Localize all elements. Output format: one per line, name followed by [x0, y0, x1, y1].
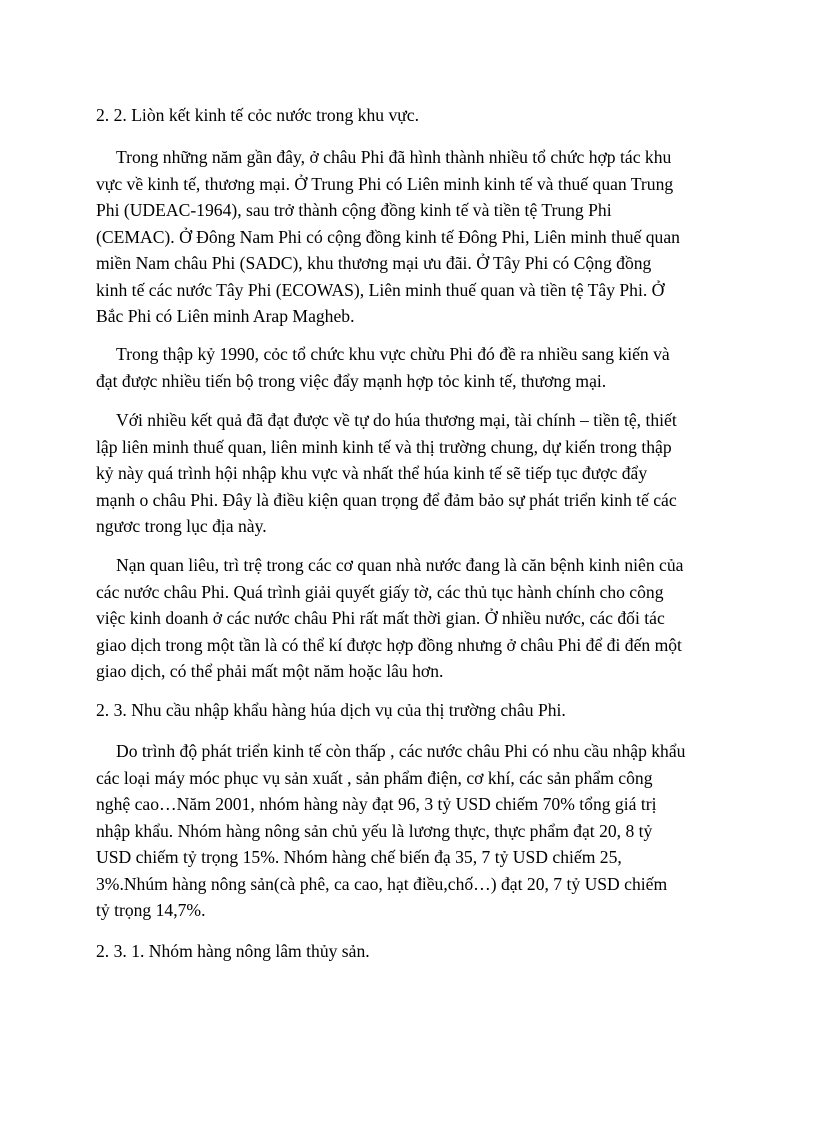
paragraph-economic-organizations [96, 144, 726, 330]
text-line: ngươc trong lục địa này. [96, 516, 267, 536]
text-line: giao dịch trong một tần là có thể kí được hợp đồng nhưng ở châu Phi để đi đến một [96, 634, 682, 655]
text-line: 2. 3. 1. Nhóm hàng nông lâm thủy sản. [96, 941, 370, 961]
text-line: việc kinh doanh ở các nước châu Phi rất mất thời gian. Ở nhiều nước, các đối tác [96, 608, 665, 628]
text-line: các loại máy móc phục vụ sản xuất , sản phẩm điện, cơ khí, các sản phẩm công [96, 767, 653, 788]
text-line: đạt được nhiều tiến bộ trong việc đẩy mạnh hợp tỏc kinh tế, thương mại. [96, 370, 607, 391]
text-line: lập liên minh thuế quan, liên minh kinh tế và thị trường chung, dự kiến trong thập [96, 436, 672, 457]
text-line: các nước châu Phi. Quá trình giải quyết giấy tờ, các thủ tục hành chính cho công [96, 581, 664, 602]
section-heading-2-3-1 [96, 938, 726, 965]
text-line: Với nhiều kết quả đã đạt được về tự do húa thương mại, tài chính – tiền tệ, thiết [116, 410, 677, 430]
text-line: 2. 2. Liòn kết kinh tế cỏc nước trong khu vực. [96, 105, 420, 125]
text-line: nhập khẩu. Nhóm hàng nông sản chủ yếu là lương thực, thực phẩm đạt 20, 8 tỷ [96, 820, 653, 841]
text-line: 3%.Nhúm hàng nông sản(cà phê, ca cao, hạt điều,chố…) đạt 20, 7 tỷ USD chiếm [96, 873, 668, 894]
text-line: Trong những năm gần đây, ở châu Phi đã hình thành nhiều tổ chức hợp tác khu [116, 147, 672, 167]
text-line: nghệ cao…Năm 2001, nhóm hàng này đạt 96, 3 tỷ USD chiếm 70% tổng giá trị [96, 794, 657, 814]
text-line: 2. 3. Nhu cầu nhập khẩu hàng húa dịch vụ của thị trường châu Phi. [96, 700, 566, 720]
text-line: tỷ trọng 14,7%. [96, 900, 206, 920]
text-line: giao dịch, có thể phải mất một năm hoặc lâu hơn. [96, 661, 444, 681]
section-heading-2-3 [96, 697, 726, 724]
text-line: kinh tế các nước Tây Phi (ECOWAS), Liên minh thuế quan và tiền tệ Tây Phi. Ở [96, 279, 665, 300]
text-line: Phi (UDEAC-1964), sau trở thành cộng đồng kinh tế và tiền tệ Trung Phi [96, 200, 612, 220]
paragraph-import-demand [96, 738, 726, 924]
text-line: miền Nam châu Phi (SADC), khu thương mại ưu đãi. Ở Tây Phi có Cộng đồng [96, 253, 652, 273]
text-line: kỷ này quá trình hội nhập khu vực và nhất thể húa kinh tế sẽ tiếp tục được đẩy [96, 463, 648, 483]
text-line: Trong thập kỷ 1990, cỏc tổ chức khu vực chừu Phi đó đề ra nhiều sang kiến và [116, 344, 670, 364]
text-line: Bắc Phi có Liên minh Arap Magheb. [96, 306, 355, 326]
text-line: Do trình độ phát triển kinh tế còn thấp , các nước châu Phi có nhu cầu nhập khẩu [116, 741, 686, 761]
paragraph-integration-results [96, 407, 726, 540]
text-line: vực về kinh tế, thương mại. Ở Trung Phi có Liên minh kinh tế và thuế quan Trung [96, 173, 674, 194]
text-line: USD chiếm tỷ trọng 15%. Nhóm hàng chế biến đạ 35, 7 tỷ USD chiếm 25, [96, 847, 622, 867]
text-line: mạnh o châu Phi. Đây là điều kiện quan trọng để đảm bảo sự phát triển kinh tế các [96, 489, 677, 510]
text-line: Nạn quan liêu, trì trệ trong các cơ quan nhà nước đang là căn bệnh kinh niên của [116, 555, 684, 575]
paragraph-bureaucracy [96, 552, 726, 685]
paragraph-1990s-initiatives [96, 341, 726, 394]
text-line: (CEMAC). Ở Đông Nam Phi có cộng đồng kinh tế Đông Phi, Liên minh thuế quan [96, 226, 680, 247]
section-heading-2-2 [96, 102, 726, 129]
